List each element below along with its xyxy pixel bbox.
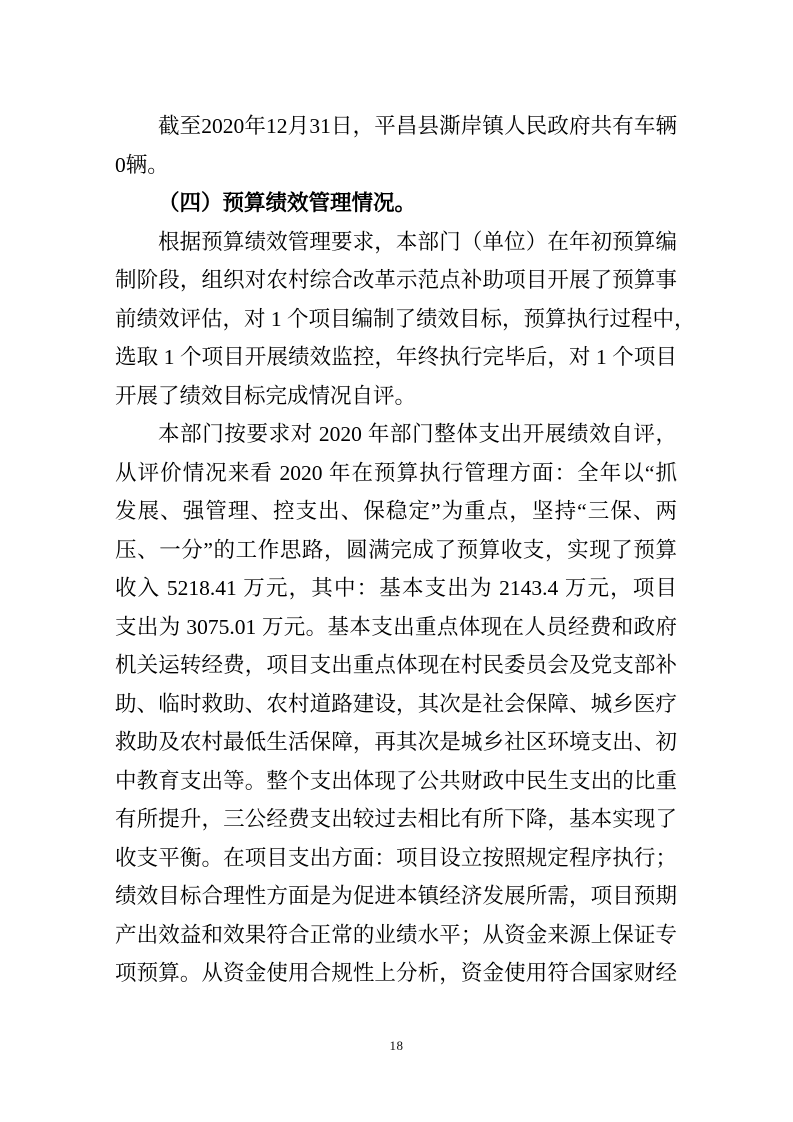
body-text-line: 助、临时救助、农村道路建设，其次是社会保障、城乡医疗: [115, 691, 677, 716]
body-text-line: 支出为 3075.01 万元。基本支出重点体现在人员经费和政府: [115, 614, 677, 639]
body-text-line: 根据预算绩效管理要求，本部门（单位）在年初预算编: [158, 229, 677, 254]
body-text-line: 从评价情况来看 2020 年在预算执行管理方面：全年以“抓: [115, 460, 677, 485]
body-text-line: 开展了绩效目标完成情况自评。: [115, 383, 417, 408]
section-heading: （四）预算绩效管理情况。: [158, 191, 417, 215]
body-text-line: 产出效益和效果符合正常的业绩水平；从资金来源上保证专: [115, 922, 677, 947]
body-text-line: 绩效目标合理性方面是为促进本镇经济发展所需，项目预期: [115, 884, 677, 908]
body-text-line: 本部门按要求对 2020 年部门整体支出开展绩效自评，: [158, 422, 677, 446]
body-text-line: 选取 1 个项目开展绩效监控，年终执行完毕后，对 1 个项目: [115, 345, 677, 369]
body-text-line: 收入 5218.41 万元，其中：基本支出为 2143.4 万元，项目: [115, 576, 677, 600]
body-text-line: 中教育支出等。整个支出体现了公共财政中民生支出的比重: [115, 768, 677, 793]
body-text-line: 收支平衡。在项目支出方面：项目设立按照规定程序执行；: [115, 845, 677, 870]
body-text-line: 救助及农村最低生活保障，再其次是城乡社区环境支出、初: [115, 730, 677, 754]
body-text-line: 前绩效评估，对 1 个项目编制了绩效目标，预算执行过程中，: [115, 306, 696, 331]
body-text-line: 项预算。从资金使用合规性上分析，资金使用符合国家财经: [115, 961, 677, 985]
body-text-line: 截至2020年12月31日，平昌县澌岸镇人民政府共有车辆: [158, 114, 677, 138]
document-body: [115, 107, 696, 993]
body-text-line: 制阶段，组织对农村综合改革示范点补助项目开展了预算事: [115, 268, 677, 292]
body-text-line: 0辆。: [115, 152, 169, 177]
page-footer: [0, 1037, 793, 1055]
page-number: 18: [389, 1038, 404, 1053]
body-text-line: 发展、强管理、控支出、保稳定”为重点，坚持“三保、两: [115, 499, 677, 523]
body-text-line: 有所提升，三公经费支出较过去相比有所下降，基本实现了: [115, 807, 677, 831]
body-text-line: 压、一分”的工作思路，圆满完成了预算收支，实现了预算: [115, 537, 677, 562]
body-text-line: 机关运转经费，项目支出重点体现在村民委员会及党支部补: [115, 653, 677, 677]
